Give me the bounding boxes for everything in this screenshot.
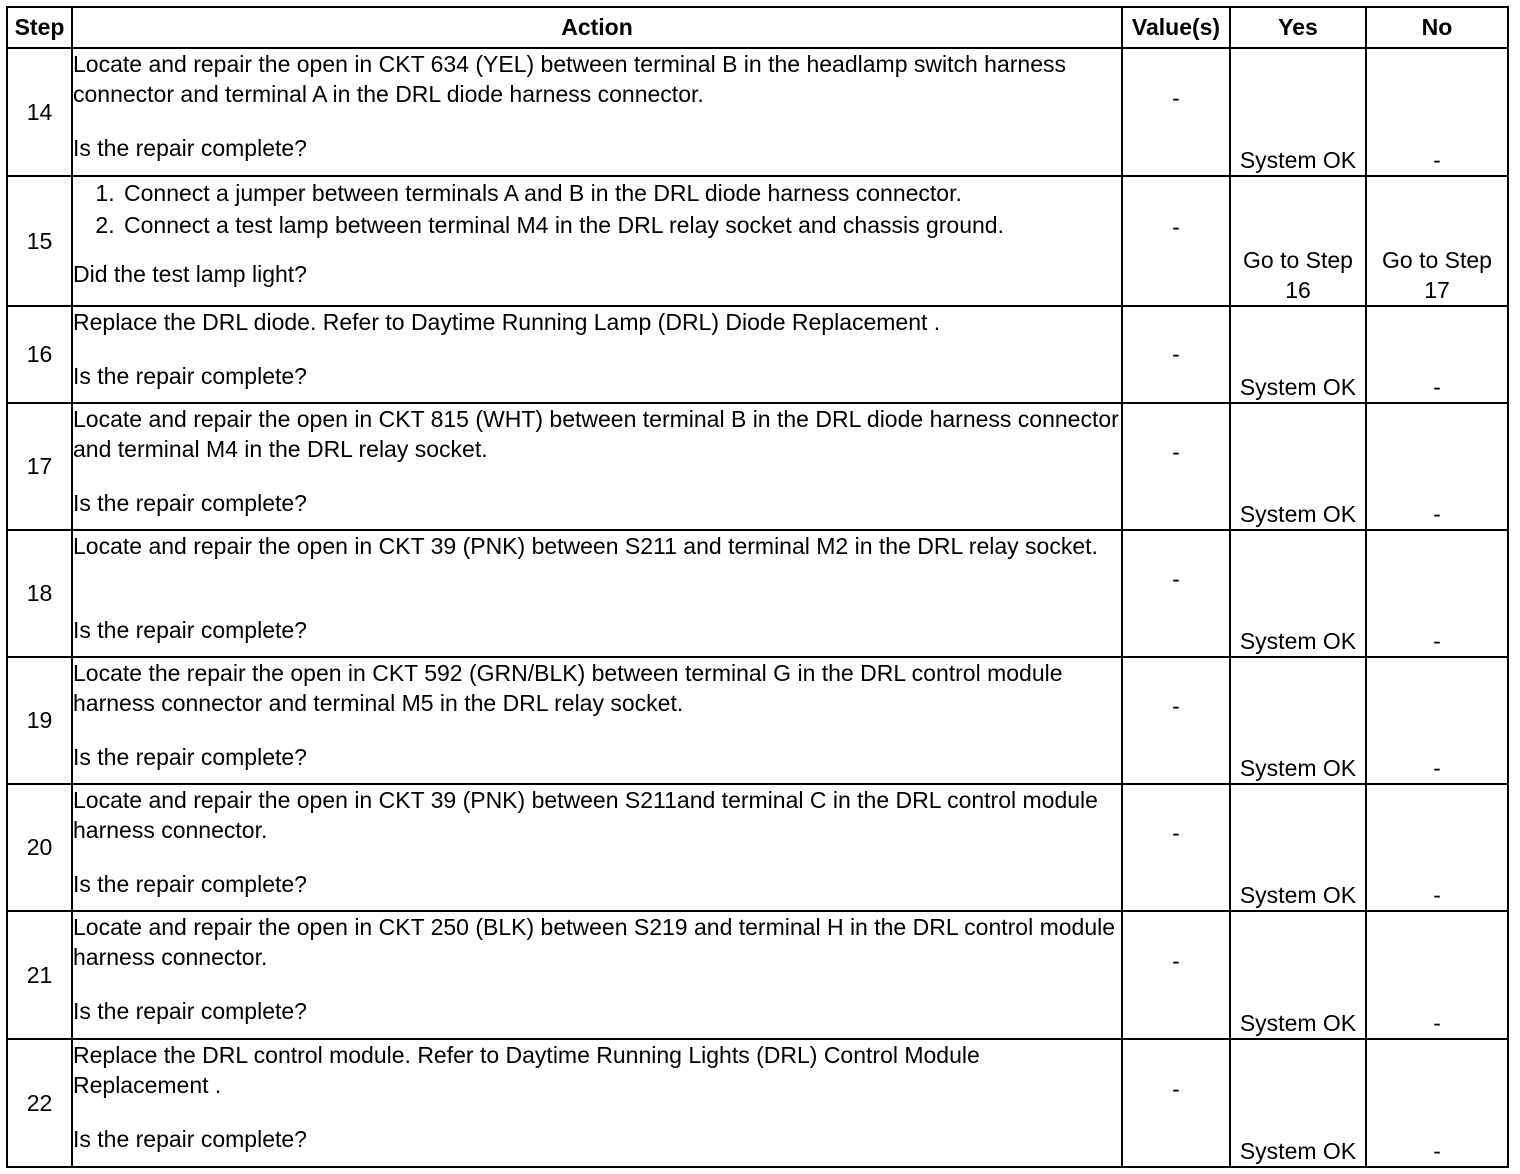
yes-cell: System OK xyxy=(1230,530,1366,657)
value-cell xyxy=(1122,530,1230,657)
step-number: 21 xyxy=(7,911,72,1039)
table-row xyxy=(7,48,1508,176)
value-text: - xyxy=(1172,693,1180,719)
action-question: Is the repair complete? xyxy=(73,617,307,643)
action-question: Is the repair complete? xyxy=(73,871,307,897)
action-cell xyxy=(72,784,1122,911)
action-question: Is the repair complete? xyxy=(73,1126,307,1152)
action-text: Replace the DRL control module. Refer to Daytime Running Lights (DRL) Control Module Replacement . xyxy=(73,1042,980,1098)
no-cell: - xyxy=(1366,911,1508,1039)
table-row xyxy=(7,784,1508,911)
action-question: Is the repair complete? xyxy=(73,363,307,389)
yes-cell: System OK xyxy=(1230,306,1366,403)
yes-cell: System OK xyxy=(1230,403,1366,530)
table-row xyxy=(7,1039,1508,1167)
action-cell xyxy=(72,176,1122,306)
step-number: 15 xyxy=(7,176,72,306)
action-question: Is the repair complete? xyxy=(73,998,307,1024)
yes-cell: System OK xyxy=(1230,48,1366,176)
value-text: - xyxy=(1172,213,1180,240)
yes-cell: Go to Step 16 xyxy=(1230,176,1366,306)
action-cell xyxy=(72,911,1122,1039)
table-row xyxy=(7,911,1508,1039)
diagnostic-table xyxy=(6,6,1509,1168)
value-text: - xyxy=(1172,341,1180,367)
no-cell: Go to Step 17 xyxy=(1366,176,1508,306)
step-number: 20 xyxy=(7,784,72,911)
action-text: Replace the DRL diode. Refer to Daytime Running Lamp (DRL) Diode Replacement . xyxy=(73,309,941,335)
no-cell: - xyxy=(1366,784,1508,911)
value-text: - xyxy=(1172,84,1180,111)
action-question: Did the test lamp light? xyxy=(73,261,307,287)
yes-cell: System OK xyxy=(1230,784,1366,911)
value-cell xyxy=(1122,176,1230,306)
step-number: 19 xyxy=(7,657,72,784)
table-row xyxy=(7,530,1508,657)
step-number: 14 xyxy=(7,48,72,176)
value-cell xyxy=(1122,306,1230,403)
action-question: Is the repair complete? xyxy=(73,135,307,161)
value-cell xyxy=(1122,657,1230,784)
header-step: Step xyxy=(7,7,72,48)
substep-item: 2. Connect a test lamp between terminal M4 in the DRL relay socket and chassis ground. xyxy=(121,209,1121,241)
substep-list xyxy=(73,177,1121,241)
action-cell xyxy=(72,403,1122,530)
action-cell xyxy=(72,306,1122,403)
value-text: - xyxy=(1172,566,1180,592)
substep-item: 1. Connect a jumper between terminals A and B in the DRL diode harness connector. xyxy=(121,177,1121,209)
value-cell xyxy=(1122,403,1230,530)
action-question: Is the repair complete? xyxy=(73,744,307,770)
table-row xyxy=(7,657,1508,784)
step-number: 17 xyxy=(7,403,72,530)
header-yes: Yes xyxy=(1230,7,1366,48)
action-text: Locate and repair the open in CKT 815 (WHT) between terminal B in the DRL diode harness connector and terminal M4 in the DRL relay socket. xyxy=(73,406,1119,462)
yes-cell: System OK xyxy=(1230,911,1366,1039)
action-cell xyxy=(72,48,1122,176)
value-text: - xyxy=(1172,1075,1180,1102)
value-cell xyxy=(1122,911,1230,1039)
action-cell xyxy=(72,530,1122,657)
table-row xyxy=(7,176,1508,306)
no-cell: - xyxy=(1366,306,1508,403)
table-row xyxy=(7,403,1508,530)
no-cell: - xyxy=(1366,657,1508,784)
step-number: 22 xyxy=(7,1039,72,1167)
header-no: No xyxy=(1366,7,1508,48)
no-cell: - xyxy=(1366,530,1508,657)
yes-cell: System OK xyxy=(1230,1039,1366,1167)
yes-cell: System OK xyxy=(1230,657,1366,784)
action-text: Locate and repair the open in CKT 250 (BLK) between S219 and terminal H in the DRL control module harness connector. xyxy=(73,914,1116,970)
value-cell xyxy=(1122,784,1230,911)
value-text: - xyxy=(1172,947,1180,974)
header-values: Value(s) xyxy=(1122,7,1230,48)
header-action: Action xyxy=(72,7,1122,48)
table-row xyxy=(7,306,1508,403)
action-text: Locate the repair the open in CKT 592 (GRN/BLK) between terminal G in the DRL control module harness connector and terminal M5 in the DRL relay socket. xyxy=(73,660,1063,716)
header-row xyxy=(7,7,1508,48)
action-text: Locate and repair the open in CKT 39 (PNK) between S211and terminal C in the DRL control module harness connector. xyxy=(73,787,1098,843)
step-number: 18 xyxy=(7,530,72,657)
action-cell xyxy=(72,1039,1122,1167)
step-number: 16 xyxy=(7,306,72,403)
no-cell: - xyxy=(1366,403,1508,530)
action-text: Locate and repair the open in CKT 39 (PNK) between S211 and terminal M2 in the DRL relay socket. xyxy=(73,533,1098,559)
no-cell: - xyxy=(1366,48,1508,176)
action-cell xyxy=(72,657,1122,784)
action-question: Is the repair complete? xyxy=(73,490,307,516)
value-cell xyxy=(1122,1039,1230,1167)
value-cell xyxy=(1122,48,1230,176)
value-text: - xyxy=(1172,820,1180,846)
value-text: - xyxy=(1172,439,1180,465)
action-text: Locate and repair the open in CKT 634 (YEL) between terminal B in the headlamp switch harness connector and terminal A in the DRL diode harness connector. xyxy=(73,51,1066,107)
no-cell: - xyxy=(1366,1039,1508,1167)
